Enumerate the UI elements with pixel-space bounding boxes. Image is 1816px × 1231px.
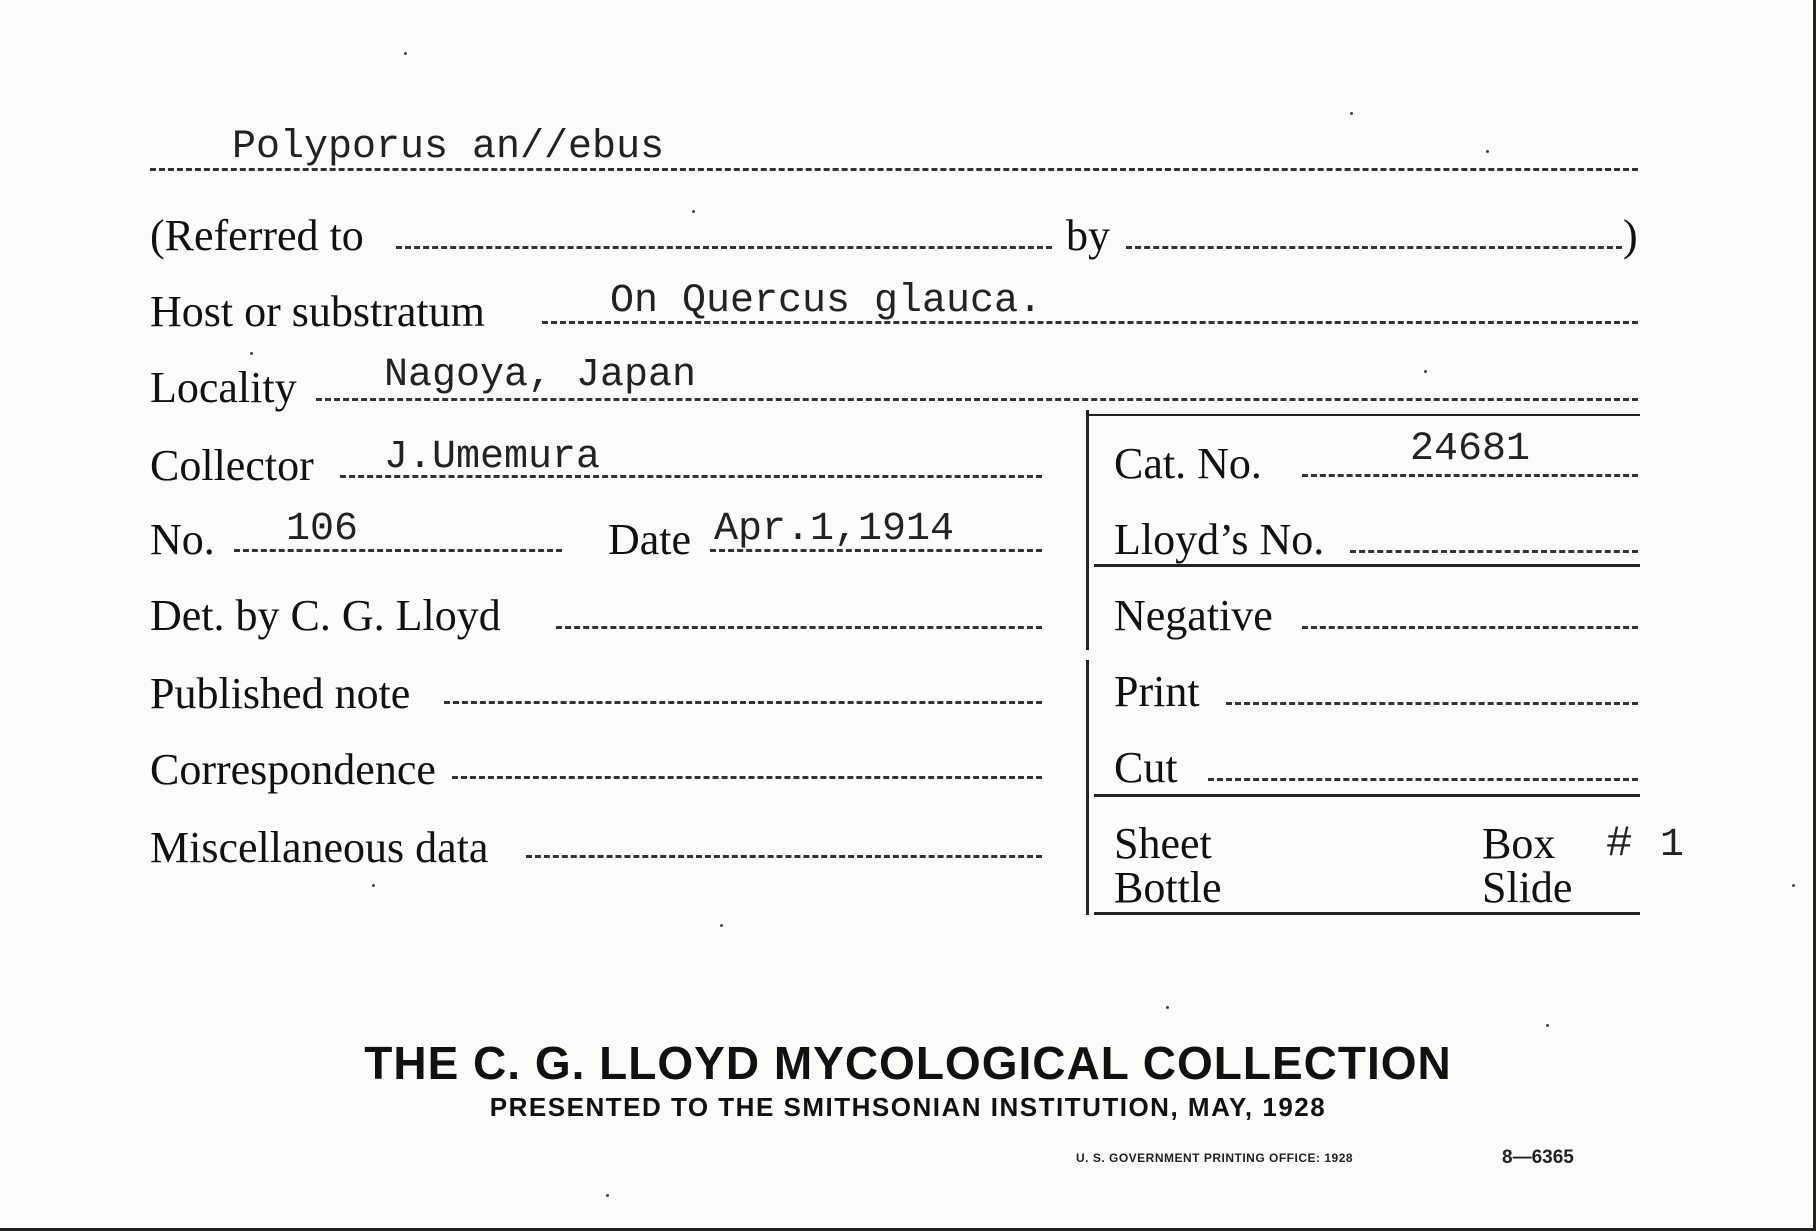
- date-label: Date: [608, 515, 692, 564]
- number-line: [234, 549, 562, 552]
- correspondence-label: Correspondence: [150, 745, 436, 794]
- scan-speck: [404, 52, 407, 55]
- collection-title: THE C. G. LLOYD MYCOLOGICAL COLLECTION: [364, 1037, 1452, 1089]
- collector-label: Collector: [150, 441, 314, 490]
- box-number-value: 1: [1660, 823, 1685, 868]
- date-value: Apr.1,1914: [714, 507, 955, 552]
- host-value: On Quercus glauca.: [610, 279, 1043, 324]
- slide-label: Slide: [1482, 863, 1573, 912]
- referred-by-label: by: [1066, 211, 1110, 260]
- cut-line: [1208, 778, 1638, 781]
- right-box-bottom-rule: [1094, 912, 1640, 915]
- correspondence-line: [452, 776, 1042, 779]
- collector-line: [340, 475, 1042, 478]
- misc-data-line: [526, 855, 1042, 858]
- det-by-label: Det. by C. G. Lloyd: [150, 591, 501, 640]
- scan-speck: [1792, 884, 1795, 887]
- published-note-line: [444, 701, 1042, 704]
- locality-value: Nagoya, Japan: [384, 353, 697, 398]
- print-line: [1226, 702, 1638, 705]
- right-box-border-lower: [1086, 660, 1089, 915]
- host-label: Host or substratum: [150, 287, 485, 336]
- scan-speck: [1424, 370, 1427, 373]
- referred-by-line: [1126, 246, 1622, 249]
- scan-speck: [250, 352, 253, 355]
- scan-speck: [372, 884, 375, 887]
- right-box-rule-1: [1094, 564, 1640, 567]
- referred-close-paren: ): [1623, 211, 1638, 260]
- det-by-line: [556, 626, 1042, 629]
- cat-no-line: [1302, 474, 1638, 477]
- bottle-label: Bottle: [1114, 863, 1222, 912]
- published-note-label: Published note: [150, 669, 411, 718]
- species-name: Polyporus an//ebus: [232, 125, 665, 170]
- sheet-label: Sheet: [1114, 819, 1212, 868]
- collector-value: J.Umemura: [384, 435, 601, 480]
- right-box-border-upper: [1086, 410, 1089, 650]
- right-box-top-rule: [1086, 414, 1640, 416]
- box-label: Box: [1482, 819, 1556, 868]
- locality-label: Locality: [150, 363, 297, 412]
- lloyds-no-line: [1350, 550, 1638, 553]
- number-value: 106: [286, 507, 359, 552]
- scan-speck: [692, 210, 695, 213]
- box-number-mark: #: [1606, 819, 1633, 869]
- cat-no-label: Cat. No.: [1114, 439, 1262, 488]
- collection-subtitle: PRESENTED TO THE SMITHSONIAN INSTITUTION, MAY, 1928: [489, 1092, 1327, 1122]
- form-number: 8—6365: [1502, 1147, 1574, 1168]
- date-line: [710, 549, 1042, 552]
- referred-to-label: (Referred to: [150, 211, 364, 260]
- right-box-rule-2: [1094, 794, 1640, 797]
- scan-speck: [1486, 150, 1489, 153]
- scan-speck: [606, 1194, 609, 1197]
- lloyds-no-label: Lloyd’s No.: [1114, 515, 1325, 564]
- negative-label: Negative: [1114, 591, 1273, 640]
- misc-data-label: Miscellaneous data: [150, 823, 489, 872]
- number-label: No.: [150, 515, 215, 564]
- cat-no-value: 24681: [1410, 427, 1531, 472]
- locality-line: [316, 398, 1638, 401]
- host-line: [542, 321, 1638, 324]
- scan-speck: [720, 924, 723, 927]
- printer-imprint: U. S. GOVERNMENT PRINTING OFFICE: 1928: [1076, 1151, 1354, 1165]
- print-label: Print: [1114, 667, 1200, 716]
- referred-to-line: [396, 246, 1052, 249]
- negative-line: [1302, 626, 1638, 629]
- scan-speck: [1546, 1024, 1549, 1027]
- scan-speck: [1166, 1006, 1169, 1009]
- cut-label: Cut: [1114, 743, 1178, 792]
- species-line: [150, 168, 1638, 171]
- scan-speck: [1350, 112, 1353, 115]
